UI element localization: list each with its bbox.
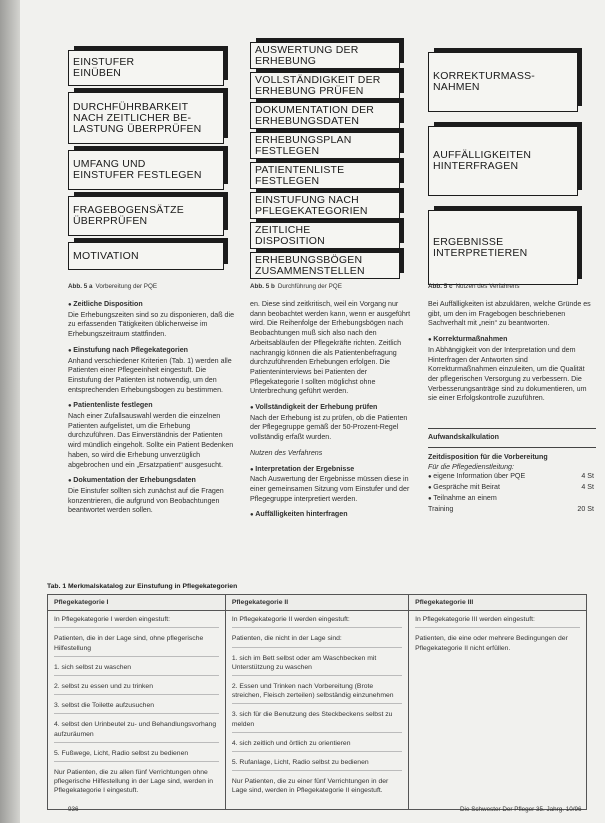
flow-block-text	[255, 255, 365, 277]
flow-block	[250, 192, 400, 219]
page-edge-shadow	[0, 0, 22, 823]
table-row	[48, 611, 587, 809]
flow-block	[68, 242, 224, 270]
flow-block	[68, 50, 224, 86]
paragraph-heading: ● Patientenliste festlegen	[68, 401, 153, 409]
paragraph	[250, 465, 415, 505]
criteria-item: 3. selbst die Toilette aufzusuchen	[54, 701, 219, 714]
time-row-value: 20 St	[577, 504, 594, 513]
flow-block	[68, 150, 224, 190]
criteria-item: 1. sich selbst zu waschen	[54, 663, 219, 676]
flow-block-line: EINSTUFUNG NACH	[255, 193, 359, 206]
figure-caption-text: Durchführung der PQE	[277, 283, 342, 290]
flow-block-line: NACH ZEITLICHER BE-	[73, 111, 192, 124]
paragraph-text: Bei Auffälligkeiten ist abzuklären, welche Gründe es gibt, um den im Fragebogen beschriebenen Sachverhalt mit „nein“ zu beantworten.	[428, 300, 591, 328]
divider	[428, 447, 596, 448]
paragraph-text: Die Erhebungszeiten sind so zu disponieren, daß die zu erfassenden Tätigkeiten üblicherweise im Erhebungszeitraum stattfinden.	[68, 310, 235, 339]
criteria-list	[415, 615, 580, 656]
flow-block	[250, 102, 400, 129]
flow-block-line: AUSWERTUNG DER	[255, 43, 359, 56]
paragraph-text: en. Diese sind zeitkritisch, weil ein Vorgang nur dann beobachtet werden kann, wenn er ausgeführt wird. Die Reihenfolge der Erhebungsbögen nach Beobachtungen muß sich also nach den Arbeitsabläufen der Pflegekräfte richten. Zeitlich nachrangig können die als Patientenbefragung durchzuführenden Erhebungen erfolgen. Die Patienteninterviews bei Patienten der Pflegekategorie I sollten möglichst ohne Unterbrechung geführt werden.	[250, 300, 411, 396]
flow-block-text	[255, 165, 344, 187]
flow-block-line: DOKUMENTATION DER	[255, 103, 375, 116]
section-heading: Nutzen des Verfahrens	[250, 448, 323, 457]
paragraph	[428, 335, 593, 404]
flow-block-text	[255, 75, 381, 97]
paragraph	[68, 401, 235, 470]
paragraph	[68, 300, 235, 340]
flow-block-line: KORREKTURMASS-	[433, 70, 535, 82]
figure-caption-text: Vorbereitung der PQE	[95, 283, 158, 290]
time-row	[428, 505, 594, 515]
paragraph-text: Anhand verschiedener Kriterien (Tab. 1) werden alle Patienten einer Pflegeeinheit eingestuft. Die Einstufung der Patienten ist notwendig, um den entsprechenden Erhebungsbogen zu bestimmen.	[68, 356, 232, 394]
flow-block-line: LASTUNG ÜBERPRÜFEN	[73, 122, 202, 135]
flow-block-text	[73, 205, 184, 227]
flow-block-text	[73, 251, 139, 262]
flow-block	[428, 52, 578, 112]
paragraph	[68, 476, 235, 516]
journal-reference: Die Schwester Der Pfleger 35. Jahrg. 10/96	[460, 806, 582, 813]
paragraph-text: Nach Auswertung der Ergebnisse müssen diese in einer gemeinsamen Sitzung vom Einstufer und der Pflegegruppe interpretiert werden.	[250, 475, 410, 503]
paragraph-heading: ● Auffälligkeiten hinterfragen	[250, 510, 348, 518]
criteria-item: Nur Patienten, die zu allen fünf Verrichtungen ohne pflegerische Hilfestellung in der Lage sind, werden in Pflegekategorie I eingestuft.	[54, 769, 214, 795]
criteria-item: 4. sich zeitlich und örtlich zu orientieren	[232, 739, 402, 752]
time-row-value: 4 St	[581, 483, 594, 492]
table-header-row	[48, 595, 587, 611]
flow-block-text	[433, 150, 531, 172]
paragraph	[250, 510, 415, 521]
flow-block-line: MOTIVATION	[73, 249, 139, 262]
time-row-label: ● Gespräche mit Beirat	[428, 483, 500, 494]
flow-block-line: ERHEBUNG	[255, 54, 317, 67]
flow-block-line: EINSTUFER	[73, 56, 135, 68]
figure-5b-caption	[250, 283, 342, 290]
table-cell	[225, 611, 408, 809]
criteria-item: In Pflegekategorie I werden eingestuft:	[54, 615, 219, 628]
flow-block-text	[255, 45, 359, 67]
flow-block-line: ERGEBNISSE	[433, 235, 504, 248]
pflegekategorien-table	[47, 594, 587, 810]
flow-block-line: UMFANG UND	[73, 158, 146, 170]
paragraph-text: Die Einstufer sollten sich zunächst auf die Fragen konzentrieren, die aufgrund von Beobachtungen beantwortet werden sollen.	[68, 486, 224, 515]
figure-caption-text: Nutzen des Verfahrens	[455, 283, 520, 290]
flow-block-text	[255, 135, 352, 157]
paragraph-text: Nach der Erhebung ist zu prüfen, ob die Patienten der Pflegegruppe gemäß der 50-Prozent-Regel vollständig erfaßt wurden.	[250, 413, 408, 442]
flow-block-line: FESTLEGEN	[255, 144, 320, 157]
table-header-cell: Pflegekategorie I	[48, 595, 226, 611]
flow-block-line: EINÜBEN	[73, 67, 122, 79]
flow-block-line: ZEITLICHE	[255, 223, 311, 236]
flow-block	[250, 42, 400, 69]
time-row-label: Training	[428, 504, 454, 513]
flow-block-text	[255, 225, 325, 247]
criteria-item: 5. Fußwege, Licht, Radio selbst zu bedienen	[54, 749, 219, 762]
criteria-list	[54, 615, 219, 798]
criteria-item: 4. selbst den Urinbeutel zu- und Behandlungsvorhang aufzuräumen	[54, 720, 219, 742]
table-title: Tab. 1 Merkmalskatalog zur Einstufung in Pflegekategorien	[47, 583, 238, 590]
flow-block-text	[433, 71, 535, 93]
paragraph-heading: ● Interpretation der Ergebnisse	[250, 465, 354, 473]
flow-block	[250, 132, 400, 159]
flow-block-text	[73, 57, 134, 79]
flow-block-line: DURCHFÜHRBARKEIT	[73, 100, 189, 113]
flow-block	[68, 92, 224, 144]
figure-caption-label: Abb. 5 b	[250, 283, 275, 290]
flow-block-text	[73, 159, 202, 181]
time-row-value: 4 St	[581, 472, 594, 481]
flow-block-line: ERHEBUNGSPLAN	[255, 133, 352, 146]
paragraph-heading: ● Korrekturmaßnahmen	[428, 335, 507, 343]
flow-block-text	[255, 105, 374, 127]
time-row	[428, 472, 594, 483]
figure-5a-vorbereitung	[68, 50, 224, 270]
zeitdisposition-subheading: Für die Pflegedienstleitung:	[428, 462, 514, 471]
flow-block-line: ZUSAMMENSTELLEN	[255, 264, 365, 277]
flow-block	[428, 210, 578, 285]
flow-block	[250, 162, 400, 189]
table-header-cell: Pflegekategorie II	[225, 595, 408, 611]
criteria-item: 3. sich für die Benutzung des Steckbeckens selbst zu melden	[232, 710, 402, 732]
criteria-item: Patienten, die eine oder mehrere Bedingungen der Pflegekategorie II nicht erfüllen.	[415, 635, 568, 652]
figure-5c-nutzen	[428, 52, 578, 285]
flow-block-line: ERHEBUNGSBÖGEN	[255, 253, 363, 266]
flow-block-line: PATIENTENLISTE	[255, 163, 345, 176]
text-column-2	[250, 300, 415, 527]
time-row	[428, 494, 594, 505]
paragraph	[68, 346, 235, 396]
divider	[428, 428, 596, 429]
flow-block-line: EINSTUFER FESTLEGEN	[73, 169, 202, 181]
table-header-cell: Pflegekategorie III	[409, 595, 587, 611]
criteria-list	[232, 615, 402, 798]
paragraph-text: In Abhängigkeit von der Interpretation und dem Hinterfragen der Antworten sind Korrekturmaßnahmen einzuleiten, um die Qualität der pflegerischen Versorgung zu verbessern. Die Verbesserungsanträge sind zu dokumentieren, um sie einer Erfolgskontrolle zuzuführen.	[428, 345, 587, 403]
flow-block	[428, 126, 578, 196]
flow-block	[68, 196, 224, 236]
criteria-item: In Pflegekategorie II werden eingestuft:	[232, 615, 402, 628]
paragraph-text: Nach einer Zufallsauswahl werden die einzelnen Patienten aufgelistet, um die Erhebung durchzuführen. Das Einverständnis der Patienten wird mündlich eingeholt. Sollte ein Patient Bedenken haben, so wird die Erhebung unverzüglich abgebrochen und ein „Ersatzpatient“ ausgesucht.	[68, 412, 234, 469]
flow-block-line: VOLLSTÄNDIGKEIT DER	[255, 73, 381, 86]
flow-block-line: FRAGEBOGENSÄTZE	[73, 204, 184, 216]
table-cell	[48, 611, 226, 809]
flow-block-line: INTERPRETIEREN	[433, 246, 528, 259]
figure-caption-label: Abb. 5 a	[68, 283, 93, 290]
paragraph-heading: ● Einstufung nach Pflegekategorien	[68, 346, 188, 354]
flow-block-line: FESTLEGEN	[255, 174, 320, 187]
text-column-1	[68, 300, 235, 522]
flow-block-line: ERHEBUNG PRÜFEN	[255, 84, 364, 97]
flow-block-line: NAHMEN	[433, 81, 480, 93]
time-row	[428, 483, 594, 494]
criteria-item: 1. sich im Bett selbst oder am Waschbecken mit Unterstützung zu waschen	[232, 654, 402, 676]
figure-5b-durchfuehrung	[250, 42, 400, 279]
figure-caption-label: Abb. 5 c	[428, 283, 453, 290]
criteria-item: 5. Rufanlage, Licht, Radio selbst zu bedienen	[232, 758, 402, 771]
flow-block	[250, 72, 400, 99]
flow-block-line: DISPOSITION	[255, 234, 325, 247]
aufwand-heading: Aufwandskalkulation	[428, 433, 499, 441]
table-cell	[409, 611, 587, 809]
time-row-label: ● Teilnahme an einem	[428, 494, 497, 505]
zeitdisposition-block	[428, 453, 594, 514]
criteria-item: Patienten, die in der Lage sind, ohne pflegerische Hilfestellung	[54, 634, 219, 656]
flow-block	[250, 252, 400, 279]
flow-block-text	[73, 102, 201, 135]
criteria-item: In Pflegekategorie III werden eingestuft:	[415, 615, 580, 628]
zeitdisposition-heading: Zeitdisposition für die Vorbereitung	[428, 453, 548, 461]
flow-block-line: HINTERFRAGEN	[433, 160, 519, 172]
criteria-item: 2. selbst zu essen und zu trinken	[54, 682, 219, 695]
paragraph-heading: ● Dokumentation der Erhebungsdaten	[68, 476, 196, 484]
text-column-3	[428, 300, 593, 410]
flow-block-text	[433, 237, 527, 259]
paragraph-heading: ● Zeitliche Disposition	[68, 300, 143, 308]
flow-block-line: ÜBERPRÜFEN	[73, 215, 148, 227]
criteria-item: 2. Essen und Trinken nach Vorbereitung (Brote streichen, Fleisch zerteilen) selbständig einzunehmen	[232, 682, 402, 704]
paragraph-heading: ● Vollständigkeit der Erhebung prüfen	[250, 403, 377, 411]
flow-block-text	[255, 195, 368, 217]
criteria-item: Nur Patienten, die zu einer fünf Verrichtungen in der Lage sind, werden in Pflegekategorie II eingestuft.	[231, 778, 389, 795]
flow-block-line: AUFFÄLLIGKEITEN	[433, 149, 532, 161]
page-number: 936	[68, 806, 79, 813]
time-row-label: ● eigene Information über PQE	[428, 472, 525, 483]
criteria-item: Patienten, die nicht in der Lage sind:	[232, 634, 402, 647]
flow-block	[250, 222, 400, 249]
flow-block-line: PFLEGEKATEGORIEN	[255, 204, 368, 217]
figure-5c-caption	[428, 283, 520, 290]
figure-5a-caption	[68, 283, 157, 290]
paragraph	[250, 403, 415, 443]
flow-block-line: ERHEBUNGSDATEN	[255, 114, 360, 127]
